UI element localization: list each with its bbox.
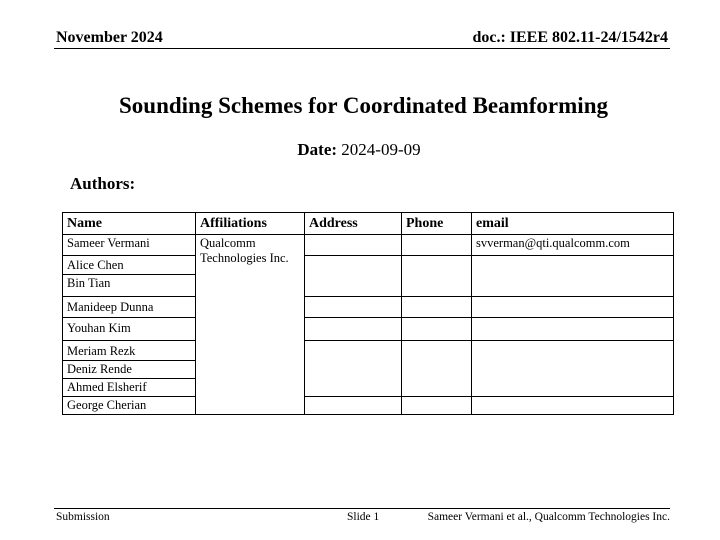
authors-heading: Authors: <box>70 174 136 193</box>
author-address <box>305 235 402 256</box>
date-value: 2024-09-09 <box>341 140 421 159</box>
author-email <box>472 297 674 318</box>
author-address <box>305 341 402 397</box>
header-date: November 2024 <box>56 29 163 46</box>
table-row <box>63 297 674 318</box>
footer-authors: Sameer Vermani et al., Qualcomm Technologies Inc. <box>427 511 670 523</box>
column-header-affiliations: Affiliations <box>196 213 305 235</box>
date-line <box>0 140 718 160</box>
header-rule <box>54 48 670 49</box>
author-name: George Cherian <box>63 397 196 415</box>
author-name: Ahmed Elsherif <box>63 379 196 397</box>
author-name: Meriam Rezk <box>63 341 196 361</box>
author-name: Alice Chen <box>63 256 196 275</box>
table-row <box>63 256 674 275</box>
author-address <box>305 297 402 318</box>
author-name: Deniz Rende <box>63 361 196 379</box>
footer-submission: Submission <box>56 511 110 523</box>
author-phone <box>402 341 472 397</box>
author-address <box>305 397 402 415</box>
column-header-email: email <box>472 213 674 235</box>
header-doc-id: doc.: IEEE 802.11-24/1542r4 <box>472 29 668 46</box>
author-phone <box>402 397 472 415</box>
author-name: Sameer Vermani <box>63 235 196 256</box>
author-email <box>472 341 674 397</box>
footer-rule <box>54 508 670 509</box>
column-header-name: Name <box>63 213 196 235</box>
author-name: Bin Tian <box>63 275 196 297</box>
table-row <box>63 235 674 256</box>
author-address <box>305 318 402 341</box>
author-address <box>305 256 402 297</box>
author-email <box>472 397 674 415</box>
table-header-row <box>63 213 674 235</box>
date-label: Date: <box>297 140 338 159</box>
author-email <box>472 318 674 341</box>
table-row <box>63 318 674 341</box>
table-row <box>63 341 674 361</box>
authors-table <box>62 212 674 415</box>
slide-title: Sounding Schemes for Coordinated Beamforming <box>119 93 608 118</box>
author-phone <box>402 297 472 318</box>
author-name: Manideep Dunna <box>63 297 196 318</box>
author-phone <box>402 318 472 341</box>
author-phone <box>402 256 472 297</box>
footer-slide-number: Slide 1 <box>347 511 380 523</box>
author-email: svverman@qti.qualcomm.com <box>472 235 674 256</box>
author-email <box>472 256 674 297</box>
author-name: Youhan Kim <box>63 318 196 341</box>
column-header-address: Address <box>305 213 402 235</box>
table-row <box>63 397 674 415</box>
column-header-phone: Phone <box>402 213 472 235</box>
author-phone <box>402 235 472 256</box>
author-affiliation: Qualcomm Technologies Inc. <box>196 235 305 415</box>
